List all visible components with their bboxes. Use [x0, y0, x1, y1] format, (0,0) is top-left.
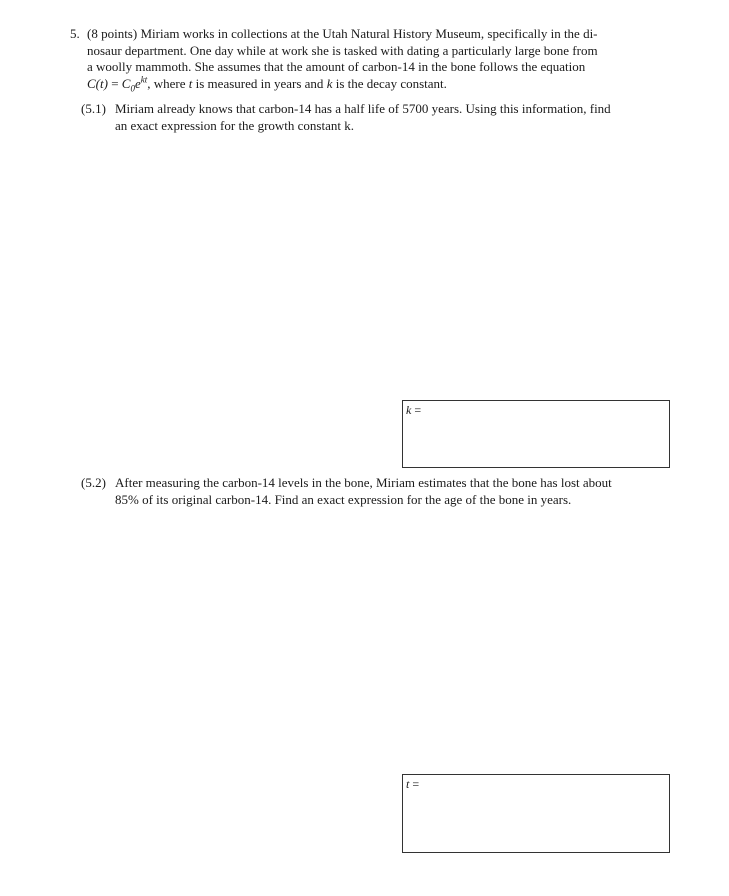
equation-exp-base: e	[134, 75, 141, 91]
problem-equation-line	[87, 76, 670, 93]
problem-intro-line-1: Miriam works in collections at the Utah Natural History Museum, specifically in the di-	[140, 26, 598, 41]
equation-lhs: C(t)	[87, 75, 108, 91]
answer-label-k: k =	[406, 403, 422, 417]
part-number: (5.2)	[81, 475, 106, 490]
answer-box-t[interactable]	[402, 774, 670, 853]
problem-number: 5.	[70, 26, 80, 41]
part-line-2: an exact expression for the growth constant k.	[115, 117, 354, 133]
equation-c0: $C_0$	[121, 75, 135, 94]
answer-label-t: t =	[406, 777, 420, 791]
problem-line-1	[87, 26, 670, 43]
equation-exponent: kt	[140, 74, 148, 85]
part-5-1	[81, 101, 671, 134]
part-line-1: After measuring the carbon-14 levels in the bone, Miriam estimates that the bone has lost about	[115, 475, 612, 490]
problem-5	[70, 26, 670, 92]
part-text	[115, 101, 671, 134]
variable-t: t	[188, 75, 193, 91]
problem-points: (8 points)	[87, 26, 138, 41]
part-text	[115, 475, 671, 508]
answer-box-k[interactable]	[402, 400, 670, 468]
equation-mid-text: is measured in years and	[195, 75, 324, 91]
equation-equals: =	[111, 75, 119, 91]
problem-statement	[87, 26, 670, 92]
part-line-1: Miriam already knows that carbon-14 has a half life of 5700 years. Using this information, find	[115, 101, 611, 116]
part-5-2	[81, 475, 671, 508]
equation-end-text: is the decay constant.	[335, 75, 447, 91]
part-line-2: 85% of its original carbon-14. Find an exact expression for the age of the bone in years.	[115, 491, 572, 507]
problem-intro-line-3: a woolly mammoth. She assumes that the amount of carbon-14 in the bone follows the equation	[87, 59, 586, 74]
equation-after: , where	[147, 75, 186, 91]
problem-intro-line-2: nosaur department. One day while at work she is tasked with dating a particularly large bone from	[87, 42, 598, 58]
part-number: (5.1)	[81, 101, 106, 116]
variable-k: k	[326, 75, 333, 91]
